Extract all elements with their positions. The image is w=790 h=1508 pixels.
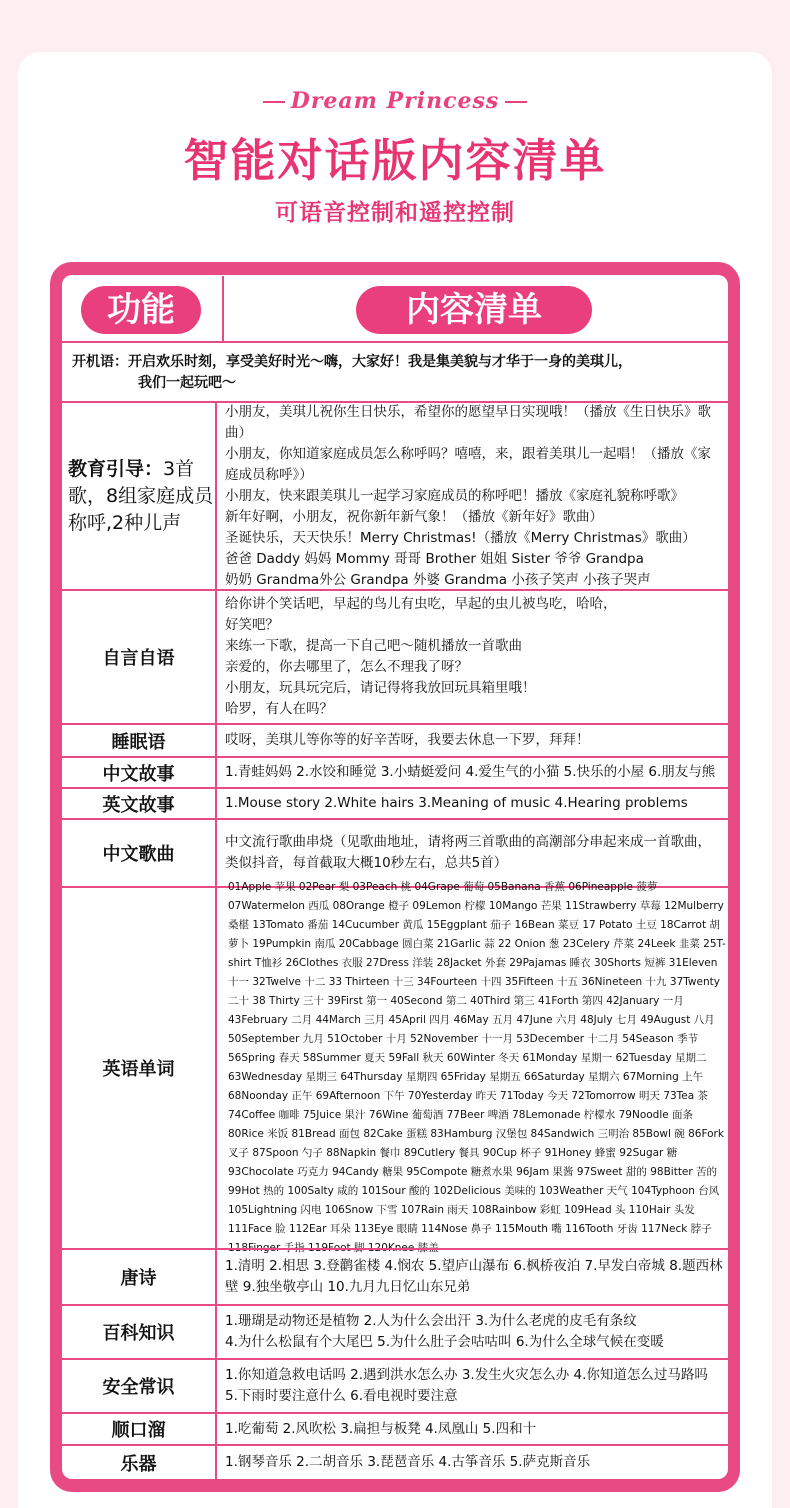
header-function: 功能 xyxy=(81,286,201,334)
header-content-list: 内容清单 xyxy=(356,286,592,334)
content-safety: 1.你知道急救电话吗 2.遇到洪水怎么办 3.发生火灾怎么办 4.你知道怎么过马路吗 5.下雨时要注意什么 6.看电视时要注意 xyxy=(225,1367,708,1404)
content-en-words: 07Watermelon 西瓜 08Orange 橙子 09Lemon 柠檬 10Mango 芒果 11Strawberry 草莓 12Mulberry 桑椹 13Tomato 番茄 14Cucumber 黄瓜 15Eggplant 茄子 16Bean 菜豆 17 Potato 土豆 18Carrot 胡萝卜 19Pumpkin 南瓜 20Cabbage 圆白菜 21Garlic 蒜 22 Onion 葱 23Celery 芹菜 24Leek 韭菜 25T-shirt T恤衫 26Clothes 衣服 27Dress 洋装 28Jacket 外套 29Pajamas 睡衣 30Shorts 短裤 31Eleven 十一 32Twelve 十二 33 Thirteen 十三 34Fourteen 十四 35Fifteen 十五 36Nineteen 十九 37Twenty 二十 38 Thirty 三十 39First 第一 40Second 第二 40Third 第三 41Forth 第四 42January 一月 43February 二月 44March 三月 45April 四月 46May 五月 47June 六月 48July 七月 49August 八月 50September 九月 51October 十月 52November 十一月 53December 十二月 54Season 季节 56Spring 春天 58Summer 夏天 59Fall 秋天 60Winter 冬天 61Monday 星期一 62Tuesday 星期二 63Wednesday 星期三 64Thursday 星期四 65Friday 星期五 66Saturday 星期六 67Morning 上午 68Noonday 正午 69Afternoon 下午 70Yesterday 昨天 71Today 今天 72Tomorrow 明天 73Tea 茶 74Coffee 咖啡 75Juice 果汁 76Wine 葡萄酒 77Beer 啤酒 78Lemonade 柠檬水 79Noodle 面条 80Rice 米饭 81Bread 面包 82Cake 蛋糕 83Hamburg 汉堡包 84Sandwich 三明治 85Bowl 碗 86Fork 叉子 87Spoon 勺子 88Napkin 餐巾 89Cutlery 餐具 90Cup 杯子 91Honey 蜂蜜 92Sugar 糖 93Chocolate 巧克力 94Candy 糖果 95Compote 糖煮水果 96Jam 果酱 97Sweet 甜的 98Bitter 苦的 99Hot 热的 100Salty 咸的 101Sour 酸的 102Delicious 美味的 103Weather 天气 104Typhoon 台风 105Lightning 闪电 106Snow 下雪 107Rain 雨天 108Rainbow 彩虹 109Head 头 110Hair 头发 111Face 脸 112Ear 耳朵 113Eye 眼睛 114Nose 鼻子 115Mouth 嘴 116Tooth 牙齿 117Neck 脖子 xyxy=(228,900,726,1235)
row-divider xyxy=(62,341,728,343)
label-poems: 唐诗 xyxy=(120,1268,157,1289)
content-poems: 1.清明 2.相思 3.登鹳雀楼 4.悯农 5.望庐山瀑布 6.枫桥夜泊 7.早发白帝城 8.题西林壁 9.独坐敬亭山 10.九月九日忆山东兄弟 xyxy=(225,1258,723,1295)
content-sleep: 哎呀，美琪儿等你等的好辛苦呀，我要去休息一下罗，拜拜！ xyxy=(225,732,590,748)
content-rhymes: 1.吃葡萄 2.风吹松 3.扁担与板凳 4.凤凰山 5.四和十 xyxy=(225,1420,537,1437)
opening-line xyxy=(72,352,722,394)
label-rhymes: 顺口溜 xyxy=(111,1420,166,1441)
content-cn-song: 中文流行歌曲串烧（见歌曲地址，请将两三首歌曲的高潮部分串起来成一首歌曲，类似抖音，每首截取大概10秒左右，总共5首） xyxy=(225,834,711,871)
opening-line-1: 开机语：开启欢乐时刻，享受美好时光～嗨，大家好！我是集美貌与才华于一身的美琪儿， xyxy=(72,354,632,370)
page-title: 智能对话版内容清单 xyxy=(183,134,607,187)
content-encyclopedia: 1.珊瑚是动物还是植物 2.人为什么会出汗 3.为什么老虎的皮毛有条纹 4.为什么松鼠有个大尾巴 5.为什么肚子会咕咕叫 6.为什么全球气候在变暖 xyxy=(225,1313,664,1350)
header-divider xyxy=(222,276,224,342)
content-cn-story: 1.青蛙妈妈 2.水饺和睡觉 3.小蜻蜓爱问 4.爱生气的小猫 5.快乐的小屋 6.朋友与熊 xyxy=(225,764,716,780)
dash-decoration xyxy=(263,101,285,103)
label-education xyxy=(62,403,215,589)
page-subtitle: 可语音控制和遥控控制 xyxy=(275,200,515,226)
label-education-rest: 3首歌，8组家庭成员称呼,2种儿声 xyxy=(68,457,214,534)
label-music: 乐器 xyxy=(120,1453,157,1475)
content-education: 小朋友，美琪儿祝你生日快乐，希望你的愿望早日实现哦！（播放《生日快乐》歌曲） 小朋友，你知道家庭成员怎么称呼吗？嘻嘻，来，跟着美琪儿一起唱！（播放《家庭成员称呼》） 小朋友，快来跟美琪儿一起学习家庭成员的称呼吧！播放《家庭礼貌称呼歌》 新年好啊，小朋友，祝你新年新气象！（播放《新年好》歌曲） 圣诞快乐，天天快乐！Merry Christmas!（播放《Merry Christmas》歌曲） 爸爸 Daddy 妈妈 Mommy 哥哥 Brother 姐姐 Sister 爷爷 Grandpa 奶奶 Grandma外公 Grandpa 外婆 Grandma 小孩子笑声 小孩子哭声 xyxy=(225,403,711,588)
opening-line-2: 我们一起玩吧～ xyxy=(138,375,236,391)
label-cn-song: 中文歌曲 xyxy=(102,844,175,865)
label-safety: 安全常识 xyxy=(102,1377,175,1398)
label-education-bold: 教育引导： xyxy=(68,457,164,480)
label-en-story: 英文故事 xyxy=(102,794,175,816)
content-en-story: 1.Mouse story 2.White hairs 3.Meaning of music 4.Hearing problems xyxy=(225,795,688,811)
content-self-talk: 给你讲个笑话吧，早起的鸟儿有虫吃，早起的虫儿被鸟吃，哈哈， 好笑吧？ 来练一下歌，提高一下自己吧～随机播放一首歌曲 亲爱的，你去哪里了，怎么不理我了呀？ 小朋友，玩具玩完后，请记得将我放回玩具箱里哦！ 哈罗，有人在吗？ xyxy=(225,596,617,717)
brand-title xyxy=(0,88,790,114)
label-self-talk: 自言自语 xyxy=(102,648,175,669)
label-sleep: 睡眠语 xyxy=(111,731,166,753)
label-cn-story: 中文故事 xyxy=(102,763,175,785)
brand-text: Dream Princess xyxy=(290,88,500,114)
label-en-words: 英语单词 xyxy=(102,1059,175,1080)
dash-decoration xyxy=(505,101,527,103)
content-music: 1.钢琴音乐 2.二胡音乐 3.琵琶音乐 4.古筝音乐 5.萨克斯音乐 xyxy=(225,1454,591,1470)
label-encyclopedia: 百科知识 xyxy=(102,1323,175,1344)
column-divider xyxy=(215,401,217,1479)
